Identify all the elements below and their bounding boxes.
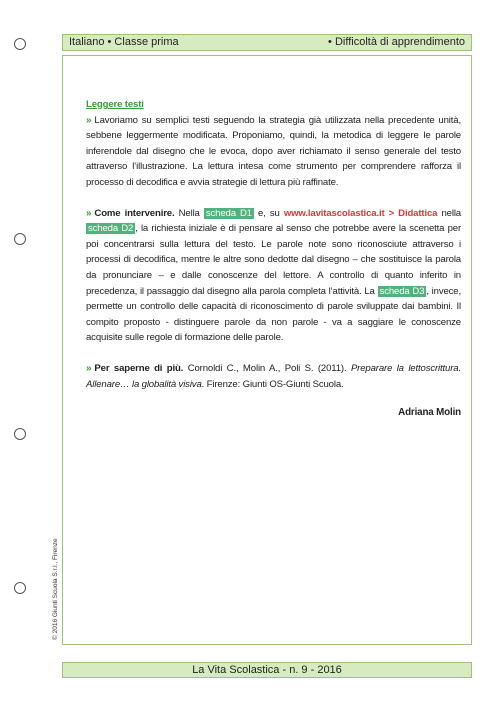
text-fragment: , invece, permette un controllo delle capacità di riconoscimento di parole sviluppate dai bambini. Il compito proposto - distinguere parole da non parole - va a saggiare le conoscenze acquisite sulle regole di formazione delle parole. — [86, 285, 461, 344]
scheda-d3-tag: scheda D3 — [379, 285, 425, 297]
binder-hole-3 — [14, 428, 26, 440]
copyright-notice: © 2016 Giunti Scuola S.r.l., Firenze — [52, 538, 59, 640]
scheda-d1-tag: scheda D1 — [205, 207, 252, 219]
author-signature: Adriana Molin — [398, 407, 461, 419]
text-fragment: e, su — [253, 207, 284, 219]
page-header — [62, 34, 472, 51]
bullet-icon: » — [86, 362, 92, 374]
binder-hole-2 — [14, 233, 26, 245]
scheda-d2-tag: scheda D2 — [88, 223, 134, 235]
page-footer: La Vita Scolastica - n. 9 - 2016 — [62, 662, 472, 678]
text-fragment: Cornoldi C., Molin A., Poli S. (2011). — [183, 362, 351, 374]
paragraph-per-saperne — [86, 361, 461, 392]
paragraph-intro-text: Lavoriamo su semplici testi seguendo la strategia già utilizzata nella precedente unità, sebbene leggermente modificata. Proponiamo, quindi, la metodica di leggere le parole inferendole dal disegno che le evoca, dopo aver richiamato il senso generale del testo attraverso l’illustrazione. La lettura intesa come strumento per comprendere rafforza il processo di decodifica e avvia strategie di lettura più raffinate. — [86, 114, 461, 188]
header-topic: • Difficoltà di apprendimento — [328, 36, 465, 48]
text-fragment: , la richiesta iniziale è di pensare al senso che potrebbe avere la scenetta per poi concentrarsi sulla lettura del testo. Le parole note sono riconosciute attraverso i processi di decodifica, mentre le altre sono dedotte dal disegno – che sostituisce la parola da pronunciare – e dalle conoscenze del lettore. A controllo di quanto inferito in precedenza, il passaggio dal disegno alla parola completa l’attività. La — [86, 223, 462, 297]
paragraph-intro — [86, 113, 461, 191]
bullet-icon: » — [86, 114, 92, 126]
text-fragment: . Firenze: Giunti OS-Giunti Scuola. — [201, 378, 344, 390]
article-body — [86, 97, 461, 421]
paragraph-lead: Come intervenire. — [94, 207, 175, 219]
section-title: Leggere testi — [86, 99, 144, 110]
paragraph-come-intervenire — [86, 206, 461, 346]
text-fragment: nella — [437, 207, 461, 219]
book-title: Preparare la lettoscrittura. Allenare… la globalità visiva — [86, 362, 461, 390]
paragraph-lead: Per saperne di più. — [94, 362, 184, 374]
website-link[interactable]: www.lavitascolastica.it > Didattica — [283, 207, 438, 219]
header-subject: Italiano • Classe prima — [69, 36, 179, 48]
text-fragment: Nella — [174, 207, 204, 219]
binder-hole-4 — [14, 582, 26, 594]
bullet-icon: » — [86, 207, 92, 219]
binder-hole-1 — [14, 38, 26, 50]
